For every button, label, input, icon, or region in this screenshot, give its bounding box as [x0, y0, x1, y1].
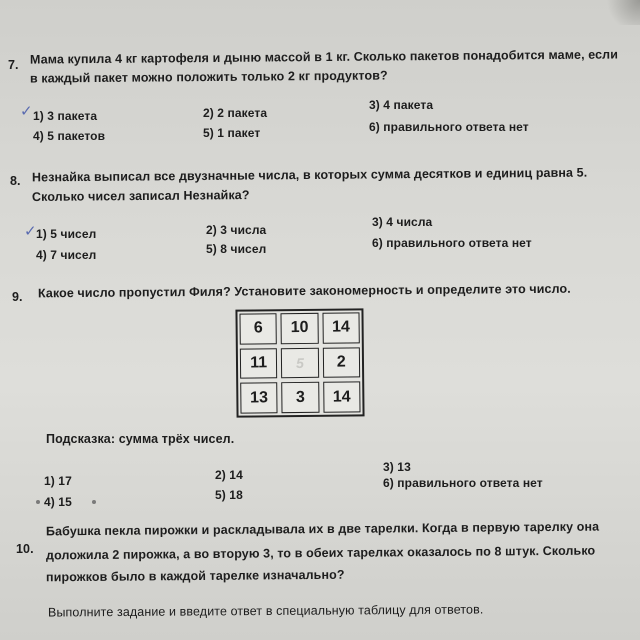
grid-cell: 3 — [282, 382, 320, 413]
pencil-dot — [36, 500, 40, 504]
q10-text-line3: пирожков было в каждой тарелке изначально? — [45, 567, 345, 585]
q9-option-5[interactable]: 5) 18 — [215, 488, 243, 502]
q9-option-4[interactable]: 4) 15 — [44, 495, 72, 509]
grid-cell: 14 — [322, 312, 360, 343]
q7-option-1[interactable]: 1) 3 пакета — [33, 109, 98, 123]
q7-option-3[interactable]: 3) 4 пакета — [369, 98, 434, 112]
q8-text-line2: Сколько чисел записал Незнайка? — [31, 188, 250, 204]
grid-cell: 10 — [281, 313, 319, 344]
grid-cell-missing: 5 — [281, 347, 319, 378]
checkmark-icon: ✓ — [20, 102, 33, 120]
q7-option-2[interactable]: 2) 2 пакета — [203, 106, 268, 120]
q8-text-line1: Незнайка выписал все двузначные числа, в которых сумма десятков и единиц равна 5. — [31, 165, 588, 185]
q7-option-6[interactable]: 6) правильного ответа нет — [369, 120, 529, 134]
q8-option-2[interactable]: 2) 3 числа — [206, 223, 267, 237]
q9-option-6[interactable]: 6) правильного ответа нет — [383, 476, 543, 490]
grid-cell: 13 — [240, 383, 278, 414]
q8-option-4[interactable]: 4) 7 чисел — [36, 248, 97, 262]
q8-number: 8. — [10, 174, 21, 188]
q7-option-4[interactable]: 4) 5 пакетов — [33, 129, 106, 143]
q7-text-line1: Мама купила 4 кг картофеля и дыню массой в 1 кг. Сколько пакетов понадобится маме, если — [29, 47, 619, 67]
checkmark-icon: ✓ — [24, 222, 37, 240]
grid-cell: 2 — [322, 347, 360, 378]
q9-hint: Подсказка: сумма трёх чисел. — [46, 432, 235, 446]
grid-cell: 6 — [239, 313, 277, 344]
q7-number: 7. — [8, 58, 19, 72]
pencil-dot — [92, 500, 96, 504]
page-shadow — [600, 0, 640, 25]
q7-option-5[interactable]: 5) 1 пакет — [203, 126, 261, 140]
footer-instruction: Выполните задание и введите ответ в специальную таблицу для ответов. — [47, 602, 484, 620]
q8-option-6[interactable]: 6) правильного ответа нет — [372, 236, 532, 250]
q9-number: 9. — [12, 290, 23, 304]
q7-text-line2: в каждый пакет можно положить только 2 кг продуктов? — [29, 68, 388, 86]
q9-option-3[interactable]: 3) 13 — [383, 460, 411, 474]
q10-text-line2: доложила 2 пирожка, а во вторую 3, то в обеих тарелках оказалось по 8 штук. Сколько — [45, 543, 596, 563]
q9-option-2[interactable]: 2) 14 — [215, 468, 243, 482]
grid-cell: 11 — [240, 348, 278, 379]
q9-text-line1: Какое число пропустил Филя? Установите закономерность и определите это число. — [37, 281, 571, 301]
number-grid — [235, 308, 364, 417]
q8-option-5[interactable]: 5) 8 чисел — [206, 242, 267, 256]
q10-text-line1: Бабушка пекла пирожки и раскладывала их в две тарелки. Когда в первую тарелку она — [45, 519, 600, 539]
grid-cell: 14 — [323, 382, 361, 413]
q9-option-1[interactable]: 1) 17 — [44, 474, 72, 488]
q10-number: 10. — [16, 542, 34, 556]
q8-option-1[interactable]: 1) 5 чисел — [36, 227, 97, 241]
q8-option-3[interactable]: 3) 4 числа — [372, 215, 433, 229]
